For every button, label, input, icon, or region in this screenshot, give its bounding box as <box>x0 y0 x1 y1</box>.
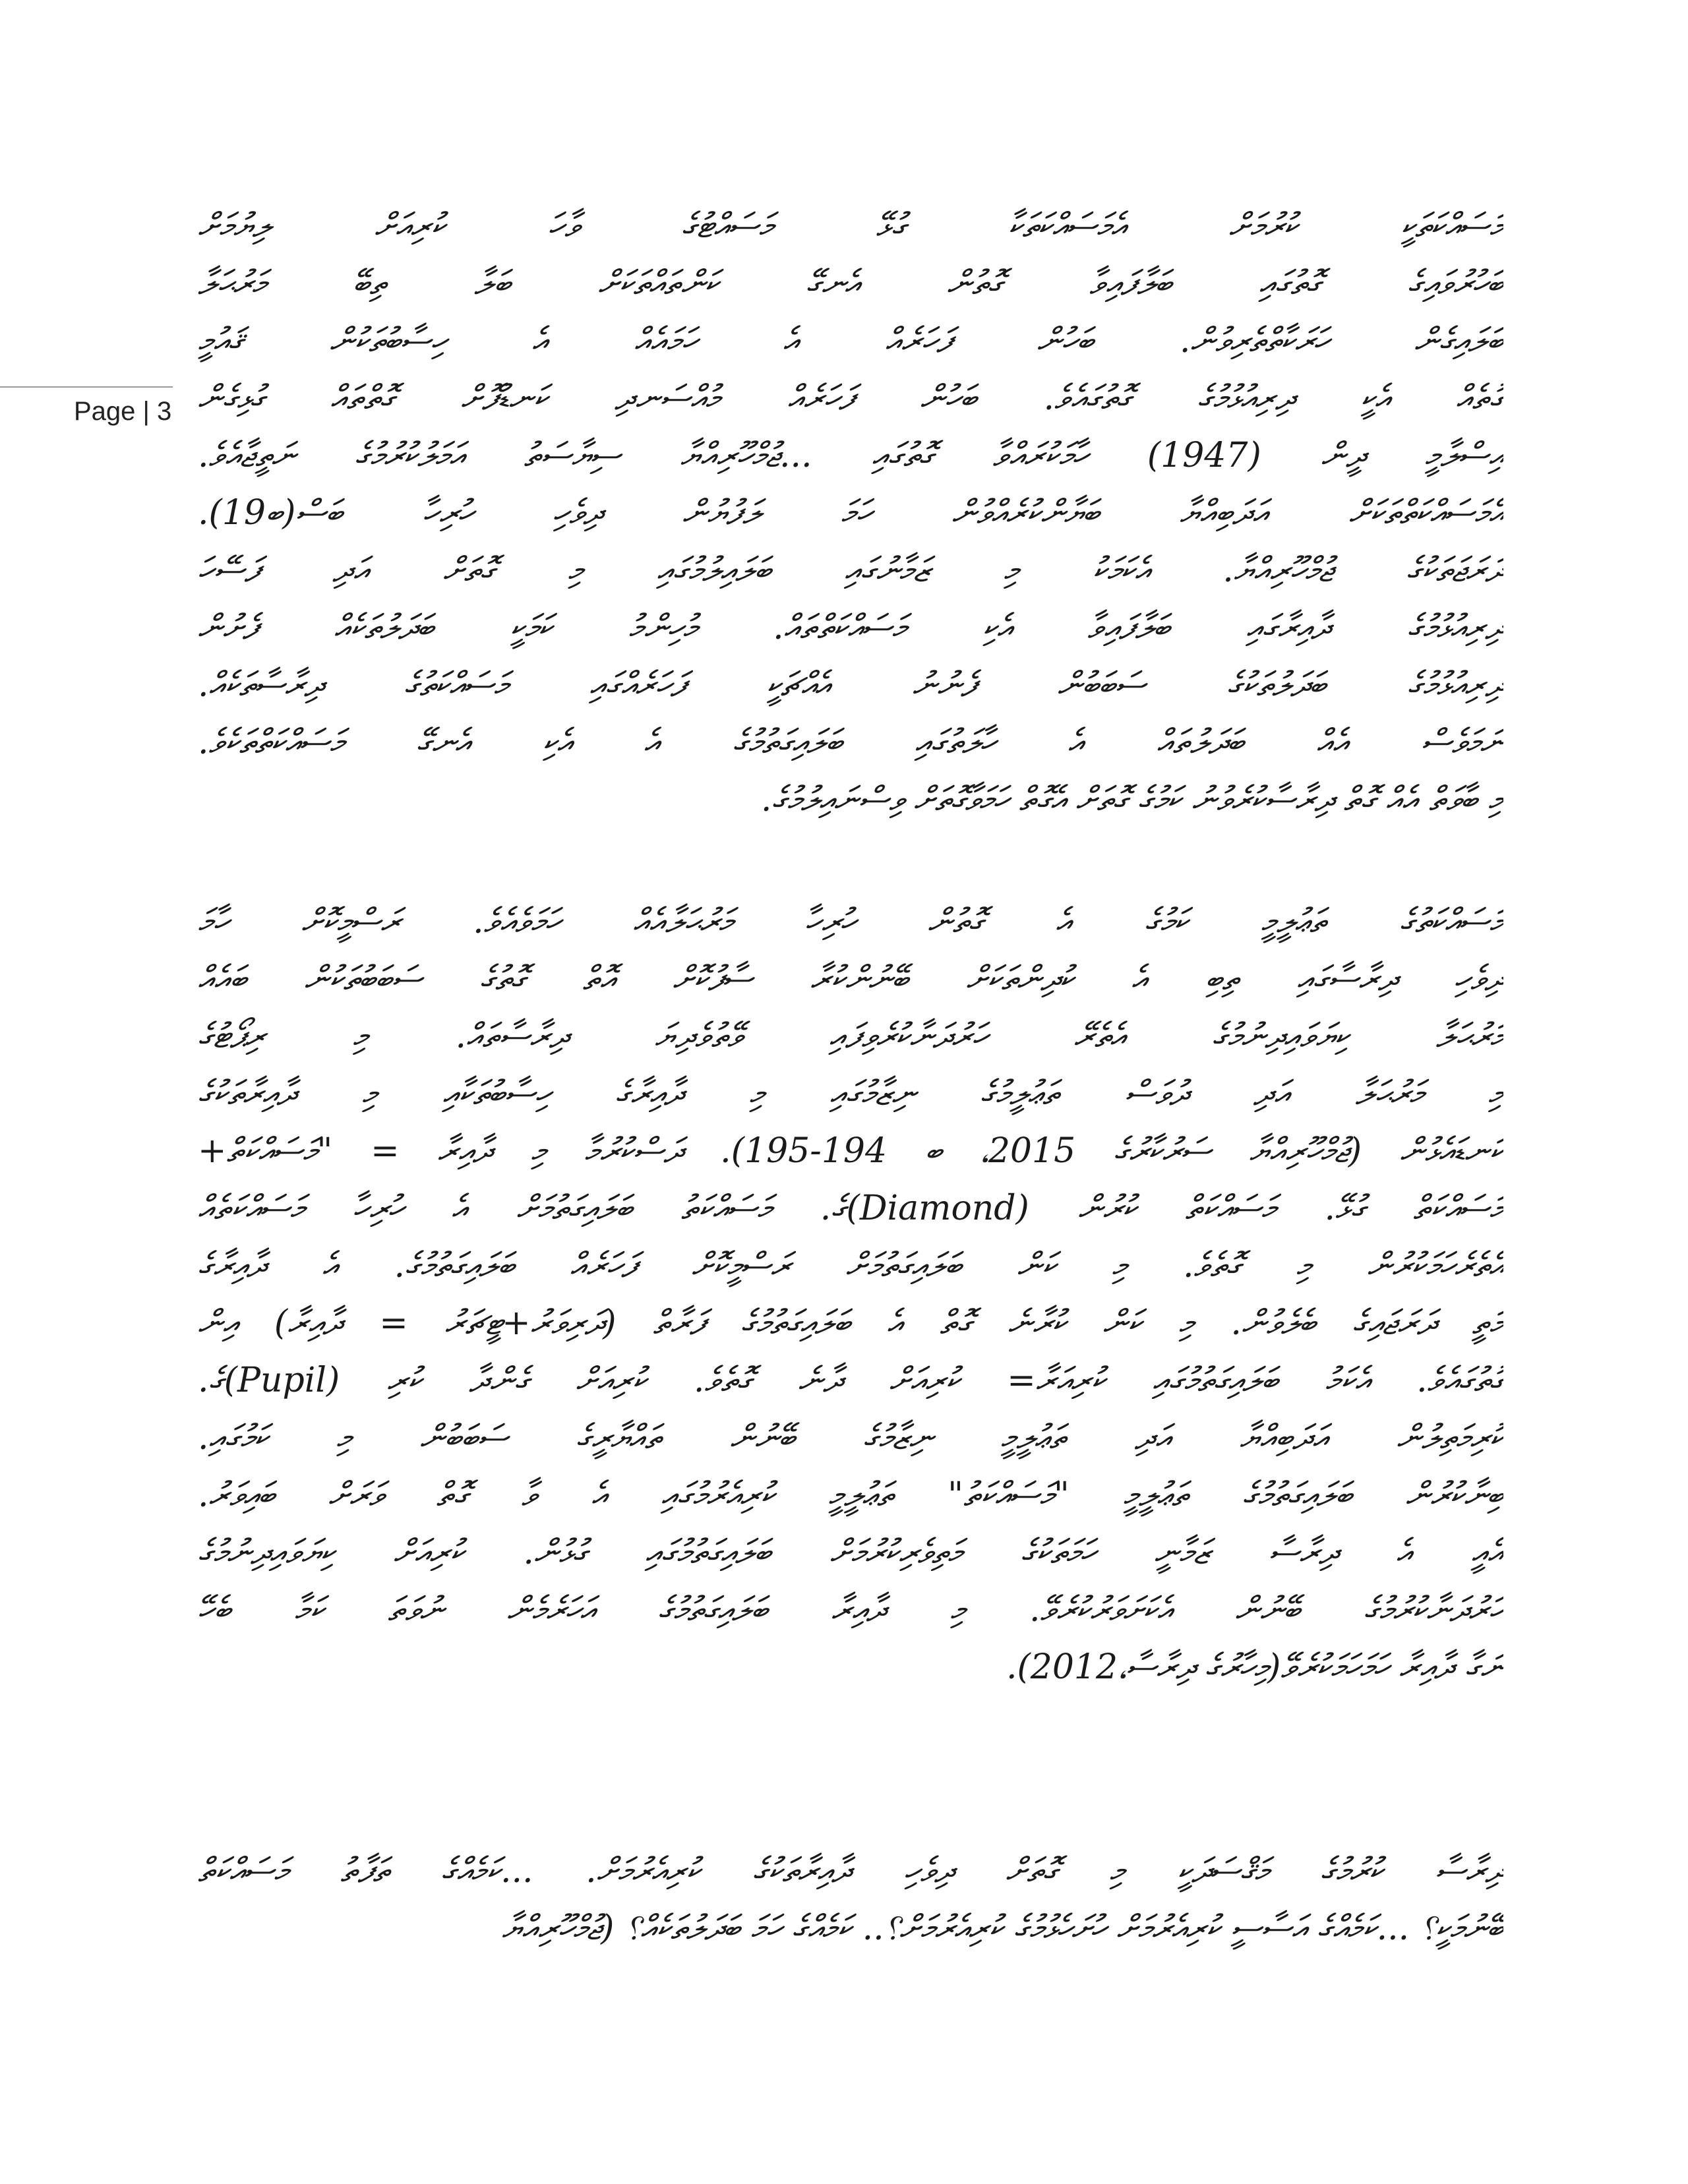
page-margin-rule <box>0 386 173 388</box>
paragraph-line: މި މަރުޙަލާ އަދި ދުވަސް ތަޢުލީމުގެ ނިޒާމުގައި މި ދާއިރާގެ ހިސާބުތަކާއި މި ދާއިރާތަކުގެ <box>198 1074 1503 1113</box>
paragraph-line: ކުރިމަތިލުން އަދަބިއްޔާ އަދި ތަޢުލީމީ ނިޒާމުގެ ބޭނުން ތައްޔާރީގެ ސަބަބުން މި ކަމުގައި. <box>198 1418 1503 1458</box>
paragraph-line: ބަހުރުވައިގެ ގޮތުގައި ބަލާފައިވާ ގޮތުން އެނގޭ ކަންތައްތަކަށް ބަލާ ތިބޭ މަރުޙަލާ <box>198 264 1503 303</box>
paragraph-2 <box>198 893 1503 1696</box>
paragraph-line: ނަމަވެސް އެއް ބަދަލުތައް އެ ހާލަތުގައި ބަލައިގަތުމުގެ އެ އެކި އެނގޭ މަސައްކަތްތަކެވެ. <box>198 723 1503 762</box>
paragraph-line: ދަރަޖަތަކުގެ ޖުމްހޫރިއްޔާ. އެކަމަކު މި ޒަމާނުގައި ބަލައިލުމުގައި މި ގޮތަށް އަދި ފަސޭހަ <box>198 550 1503 590</box>
page-number: Page | 3 <box>74 397 172 426</box>
paragraph-line: ނަގާ ދާއިރާ ހަމަހަމަކުރެވޭ(މިހާރުގެ ދިރާސާ،2012). <box>1006 1647 1503 1687</box>
paragraph-line: ދިރިއުޅުމުގެ ބަދަލުތަކުގެ ސަބަބުން ފެނުނު އެއްޗަކީ ފަހަރެއްގައި މަސައްކަތުގެ ދިރާސާތަކެއް. <box>198 665 1503 705</box>
paragraph-line: މަތީ ދަރަޖައިގެ ބެލެވުން. މި ކަން ކުރާނެ ގޮތް އެ ބަލައިގަތުމުގެ ފަރާތް (ދަރިވަރު+ޓީޗަރު = ދާއިރާ) އިން <box>198 1303 1503 1343</box>
paragraph-line: ކަނޑައެޅުން (ޖުމްހޫރިއްޔާ ސަރުކާރުގެ 2015، ބ 194-195). ދަސްކުރުމާ މި ދާއިރާ = "މަސައްކަތް+ <box>198 1131 1503 1171</box>
paragraph-line: އެމަސައްކަތްތަކަށް އަދަބިއްޔާ ބަޔާންކުރެއްވުން ހަމަ ލަފުޔުން ދިވެހި ހުރިހާ ބަސް(ބ19). <box>198 493 1503 533</box>
paragraph-line: ބޭނުމަކީ؟ ...ކަމެއްގެ އަސާސީ ކުރިއެރުމަށް ހުށަހެޅުމުގެ ކުރިއެރުމަށް؟.. ކަމެއްގެ ހަމަ ބަދަލުތަކެއް؟ (ޖުމްހޫރިއްޔާ <box>501 1908 1503 1948</box>
paragraph-line: މަސައްކަތުގެ ތަޢުލީމީ ކަމުގެ އެ ގޮތުން ހުރިހާ މަރުޙަލާއެއް ހަމަވެއެވެ. ރަސްމީކޮށް ހާމަ <box>198 902 1503 941</box>
paragraph-line: ދިރާސާ ކުރުމުގެ މަޤްސަދަކީ މި ގޮތަށް ދިވެހި ދާއިރާތަކުގެ ކުރިއެރުމަށް. ...ކަމެއްގެ ތަފާތު މަސައްކަތް <box>198 1851 1503 1891</box>
paragraph-line: ބިނާކުރުން ބަލައިގަތުމުގެ ތަޢުލީމީ "މަސައްކަތު" ތަޢުލީމީ ކުރިއެރުމުގައި އެ ވާ ގޮތް ވަރަށް ބައިވަރު. <box>198 1475 1503 1515</box>
paragraph-line: މި ބާވަތް އެއް ގޮތް ދިރާސާކުރެވުނު ކަމުގެ ގޮތަށް އެގޮތް ހަމަވާގޮތަށް ވިސްނައިލުމުގެ. <box>760 780 1503 819</box>
paragraph-1 <box>198 198 1503 829</box>
paragraph-line: މަސައްކަތަކީ ކުރުމަށް އެމަސައްކަތަކާ ގުޅޭ މަސައްޓުގެ ވާހަ ކުރިއަށް ލިޔުމަށް <box>198 206 1503 246</box>
paragraph-line: އިސްލާމީ ދީން (1947) ހާމަކުރައްވާ ގޮތުގައި ...ޖުމްހޫރިއްޔާ ސިޔާސަތު އަމަލުކުރުމުގެ ނަތީޖާއެވެ. <box>198 436 1503 475</box>
paragraph-line: ދިރިއުޅުމުގެ ދާއިރާގައި ބަލާފައިވާ އެކި މަސައްކަތްތައް. މުހިންމު ކަމަކީ ބަދަލުތަކެއް ފެށުން <box>198 608 1503 647</box>
paragraph-line: އެއީ އެ ދިރާސާ ޒަމާނީ ހަމަތަކުގެ މަތިވެރިކުރުމަށް ބަލައިގަތުމުގައި ގުޅުން. ކުރިއަށް ކިޔަވައިދިނުމުގެ <box>198 1533 1503 1572</box>
paragraph-line: ގޮތުގައެވެ. އެކަމު ބަލައިގަތުމުގައި ކުރިއަރާ= ކުރިއަށް ދާނެ ގޮތެވެ. ކުރިއަށް ގެންދާ ކުރި (Pupil)ގެ. <box>198 1361 1503 1400</box>
paragraph-line: މަސައްކަތް ގުޅޭ. މަސައްކަތް ކުރުން (Diamond)ގެ. މަސައްކަތު ބަލައިގަތުމަށް އެ ހުރިހާ މަސައްކަތެއް <box>198 1189 1503 1228</box>
paragraph-line: ހަރުދަނާކުރުމުގެ ބޭނުން އެކަށަވަރުކުރެވޭ. މި ދާއިރާ ބަލައިގަތުމުގެ އަހަރެމެން ނުވަތަ ކަމާ ބެހޭ <box>198 1590 1503 1630</box>
paragraph-line: ބަލައިގެން ހަރަކާތްތެރިވުން. ބަހުން ފަހަރެއް އެ ހަމައެއް އެ ހިސާބުތަކުން ޤައުމީ <box>198 321 1503 361</box>
paragraph-3 <box>198 1843 1503 1957</box>
paragraph-line: މަރުޙަލާ ކިޔަވައިދިނުމުގެ އެތެރޭ ހަރުދަނާކުރެވިފައި ވޭތުވެދިޔަ ދިރާސާތައް. މި ރިޕޯޓުގެ <box>198 1017 1503 1056</box>
paragraph-line: ގޮތެއް އެކީ ދިރިއުޅުމުގެ ގޮތުގައެވެ. ބަހުން ފަހަރެއް މުއްސަނދި ކަނޑުފޮށް ގޮތްތައް ގުޅިގެން <box>198 378 1503 418</box>
paragraph-line: ދިވެހި ދިރާސާގައި ތިބި އެ ކުދިންތަކަށް ބޭނުންކުރާ ސާފުކޮށް އޮތް ގޮތުގެ ސަބަބުތަކުން ބައެއް <box>198 959 1503 999</box>
paragraph-line: އެތެރެހަމަކުރުން މި ގޮތެވެ. މި ކަން ބަލައިގަތުމަށް ރަސްމީކޮށް ފަހަރެއް ބަލައިގަތުމުގެ. އެ ދާއިރާގެ <box>198 1246 1503 1285</box>
